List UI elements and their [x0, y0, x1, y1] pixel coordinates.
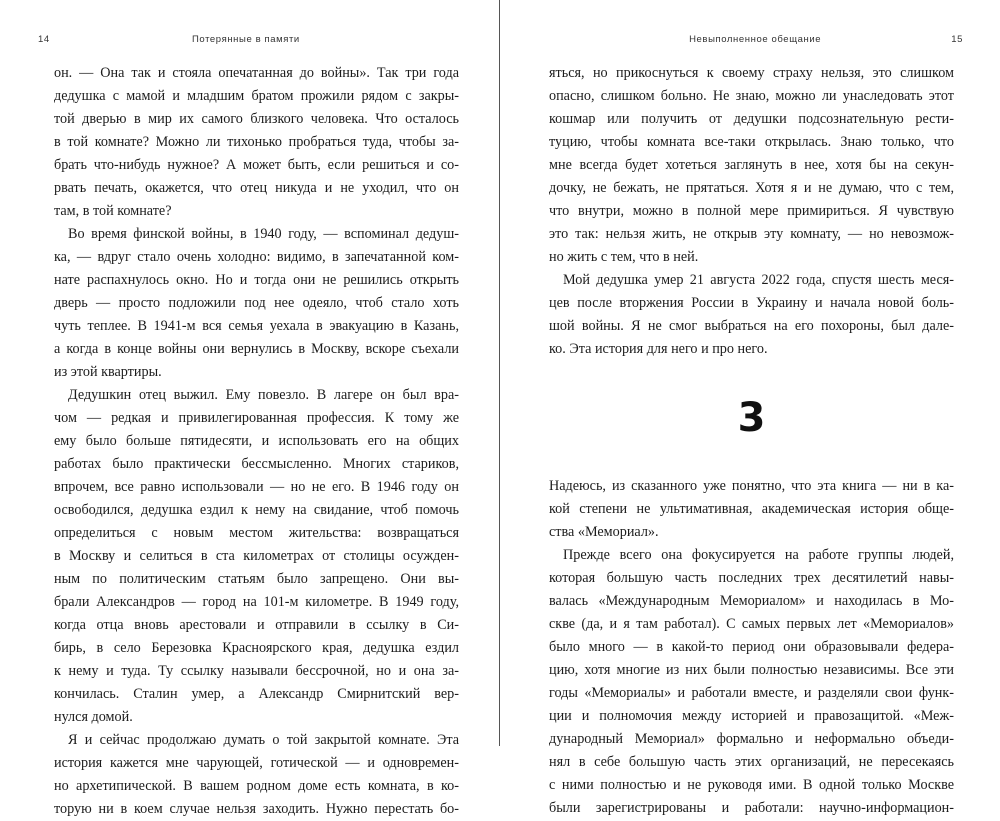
text-line: рвать печать, окажется, что отец никуда и не уходил, что он [54, 180, 459, 196]
text-line: когда отца вновь арестовали и отправили в ссылку в Си- [54, 617, 459, 633]
text-line: нял в себе большую часть этих организаций, не пересекаясь [549, 754, 954, 770]
text-line: Во время финской войны, в 1940 году, — вспоминал дедуш- [68, 226, 459, 242]
text-line: Прежде всего она фокусируется на работе группы людей, [563, 547, 954, 563]
text-line: а когда в конце войны они вернулись в Москву, вскоре съехали [54, 341, 459, 357]
text-line: скве (да, и я там работал). С самых первых лет «Мемориалов» [549, 616, 954, 632]
right-running-head: Невыполненное обещание [689, 33, 822, 45]
text-line: той дверью в мир их самого близкого человека. Что осталось [54, 111, 459, 127]
left-page-number: 14 [38, 33, 50, 45]
text-line: торую ни в коем случае нельзя заходить. Нужно перестать бо- [54, 801, 459, 817]
text-line: туцию, чтобы комната все-таки открылась. Знаю только, что [549, 134, 954, 150]
text-line: цев после вторжения России в Украину и начала новой боль- [549, 295, 954, 311]
text-line: освободился, дедушка ездил к нему на свидание, чтоб помочь [54, 502, 459, 518]
text-line: опасно, слишком больно. Не знаю, можно ли унаследовать этот [549, 88, 954, 104]
page-gutter [499, 0, 500, 746]
right-body-text [549, 62, 954, 820]
text-line: брали Александров — город на 101-м километре. В 1949 году, [54, 594, 459, 610]
left-page-header [38, 32, 456, 46]
text-line: чуть теплее. В 1941-м вся семья уехала в эвакуацию в Казань, [54, 318, 459, 334]
text-line: в Москву и селиться в ста километрах от столицы осужден- [54, 548, 459, 564]
text-line: Дедушкин отец выжил. Ему повезло. В лагере он был вра- [68, 387, 459, 403]
text-line: годы «Мемориалы» и работали вместе, и разделяли свои функ- [549, 685, 954, 701]
left-body-text [54, 62, 459, 821]
text-line: дверь — просто подложили под нее одеяло, чтоб стало хоть [54, 295, 459, 311]
text-line: кончилась. Сталин умер, а Александр Смирнитский вер- [54, 686, 459, 702]
text-line: ства «Мемориал». [549, 524, 659, 540]
text-line: ции и полномочия между историей и правозащитой. «Меж- [549, 708, 954, 724]
text-line: Надеюсь, из сказанного уже понятно, что эта книга — ни в ка- [549, 478, 954, 494]
text-line: в той комнате? Можно ли тихонько пробраться туда, чтобы за- [54, 134, 459, 150]
text-line: мне всегда будет хотеться заглянуть в нее, хотя бы на секун- [549, 157, 954, 173]
text-line: цию, хотя многие из них были полностью независимы. Все эти [549, 662, 954, 678]
text-line: ко. Эта история для него и про него. [549, 341, 768, 357]
text-line: что внутри, можно в полной мере примириться. Я чувствую [549, 203, 954, 219]
text-line: которая большую часть последних трех десятилетий навы- [549, 570, 954, 586]
text-line: он. — Она так и стояла опечатанная до войны». Так три года [54, 65, 459, 81]
text-line: к нему и туда. Ту ссылку называли бессрочной, но и она за- [54, 663, 459, 679]
text-line: было много — в какой-то период они образовывали федера- [549, 639, 954, 655]
text-line: дународный Мемориал» формально и неформально объеди- [549, 731, 954, 747]
text-line: работах было практически бессмысленно. Многих стариков, [54, 456, 459, 472]
text-line: ему было больше пятидесяти, и использовать его на общих [54, 433, 459, 449]
text-line: дедушка с мамой и младшим братом прожили рядом с закры- [54, 88, 459, 104]
text-line: впрочем, все равно использовали — но не его. В 1946 году он [54, 479, 459, 495]
text-line: история кажется мне чарующей, готической — и одновремен- [54, 755, 459, 771]
text-line: валась «Международным Мемориалом» и находилась в Мо- [549, 593, 954, 609]
text-line: кошмар или получить от дедушки подсознательную рести- [549, 111, 954, 127]
text-line: с ними полностью и не руководя ими. В одной только Москве [549, 777, 954, 793]
text-line: дочку, не бежать, не прятаться. Хотя я и не думаю, что с тем, [549, 180, 954, 196]
text-line: но жить с тем, что в ней. [549, 249, 699, 265]
text-line: яться, но прикоснуться к своему страху нельзя, это слишком [549, 65, 954, 81]
text-line: были зарегистрированы и работали: научно-информацион- [549, 800, 954, 816]
text-line: нате распахнулось окно. Но и тогда они не решились открыть [54, 272, 459, 288]
text-line: чом — редкая и привилегированная профессия. К тому же [54, 410, 459, 426]
text-line: кой степени не ультимативная, академическая история обще- [549, 501, 954, 517]
text-line: но архетипической. В вашем родном доме есть комната, в ко- [54, 778, 459, 794]
right-page-header [545, 32, 963, 46]
text-line: определиться с новым местом жительства: возвращаться [54, 525, 459, 541]
text-line: ка, — вдруг стало очень холодно: видимо, в запечатанной ком- [54, 249, 459, 265]
text-line: брать что-нибудь нужное? А может быть, если решиться и со- [54, 157, 459, 173]
left-running-head: Потерянные в памяти [191, 33, 300, 45]
text-line: Я и сейчас продолжаю думать о той закрытой комнате. Эта [68, 732, 459, 748]
text-line: ным по политическим статьям было запрещено. Они вы- [54, 571, 459, 587]
text-line: нулся домой. [54, 709, 133, 725]
text-line: это так: нельзя жить, не открыв эту комнату, — но невозмож- [549, 226, 954, 242]
chapter-number: 3 [737, 394, 766, 441]
text-line: из этой квартиры. [54, 364, 162, 380]
right-page-number: 15 [951, 33, 963, 45]
text-line: Мой дедушка умер 21 августа 2022 года, спустя шесть меся- [563, 272, 954, 288]
text-line: бирь, в село Березовка Красноярского края, дедушка ездил [54, 640, 459, 656]
text-line: там, в той комнате? [54, 203, 172, 219]
text-line: шой войны. Я не смог выбраться на его похороны, был дале- [549, 318, 954, 334]
